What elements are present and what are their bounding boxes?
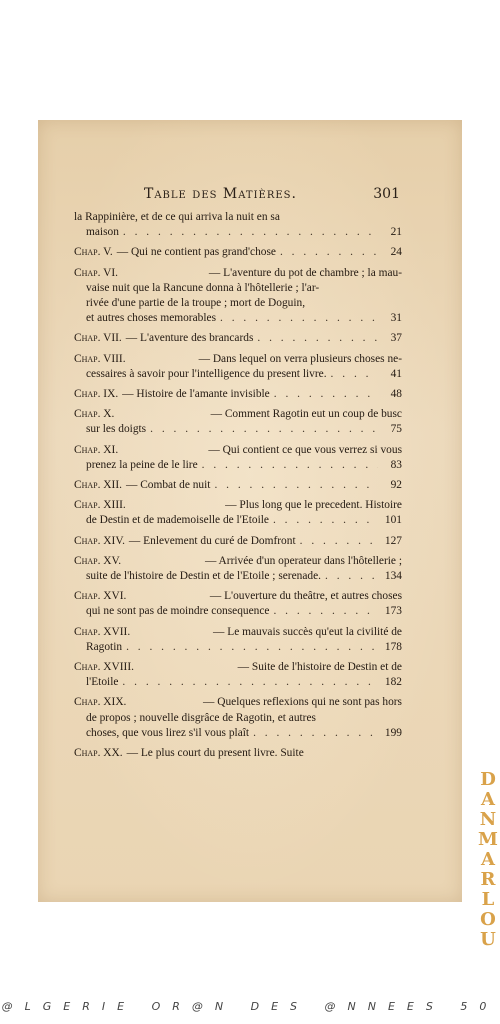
toc-entry [74,245,402,260]
entry-page-number: 199 [384,726,402,739]
toc-line [74,534,402,549]
entry-text: choses, que vous lirez s'il vous plaît [86,726,250,739]
entry-text: — L'aventure du pot de chambre ; la mau- [208,266,402,279]
dot-leader [122,675,378,690]
entry-text: — Suite de l'histoire de Destin et de [237,661,402,674]
entry-page-number: 37 [390,332,402,345]
entry-page-number: 92 [390,479,402,492]
entry-text: — Qui ne contient pas grand'chose [116,246,276,259]
chapter-label: Chap. XVII. [74,625,131,638]
entry-text: — L'aventure des brancards [125,332,254,345]
entry-text: et autres choses memorables [86,312,216,325]
chapter-label: Chap. XV. [74,554,122,567]
entry-text: suite de l'histoire de Destin et de l'Etoile ; serenade. [86,570,322,583]
entry-text: — Le plus court du present livre. Suite [126,747,304,760]
chapter-label: Chap. XIII. [74,499,126,512]
entry-text: l'Etoile [86,676,119,689]
toc-line [74,478,402,493]
entry-text: la Rappinière, et de ce qui arriva la nuit en sa [74,211,280,223]
toc-entry [74,443,402,473]
chapter-label: Chap. XII. [74,479,122,492]
entry-page-number: 24 [390,246,402,259]
entry-page-number: 178 [384,640,402,653]
entry-page-number: 134 [384,570,402,583]
entry-text: — Enlevement du curé de Domfront [128,534,296,547]
page-number: 301 [373,186,400,202]
dot-leader [253,726,378,741]
chapter-label: Chap. XIV. [74,534,125,547]
toc-line [74,513,402,528]
toc-line [74,498,402,513]
toc-line [74,422,402,437]
entry-page-number: 48 [390,388,402,401]
chapter-label: Chap. XIX. [74,696,127,709]
chapter-label: Chap. XX. [74,747,123,760]
toc-entry [74,266,402,327]
entry-page-number: 31 [390,312,402,325]
toc-line [74,589,402,604]
entry-text: maison [86,226,119,239]
toc-line [74,443,402,458]
dot-leader [202,458,378,473]
entry-text: — Arrivée d'un operateur dans l'hôtellerie ; [204,554,402,567]
toc-line [74,604,402,619]
toc-entry [74,387,402,402]
entry-page-number: 173 [384,605,402,618]
entry-page-number: 83 [390,458,402,471]
entry-text: — Plus long que le precedent. Histoire [225,499,402,512]
entry-text: de Destin et de mademoiselle de l'Etoile [86,514,269,527]
dot-leader [150,422,378,437]
toc-line [74,331,402,346]
toc-line [74,458,402,473]
toc-line [74,281,402,296]
dot-leader [123,225,378,240]
chapter-label: Chap. XVIII. [74,661,134,674]
page-title: Table des Matières. [144,186,297,202]
entry-text: prenez la peine de le lire [86,458,198,471]
dot-leader [257,331,378,346]
table-of-contents [74,210,402,766]
toc-line [74,726,402,741]
toc-entry [74,478,402,493]
dot-leader [325,569,378,584]
chapter-label: Chap. XVI. [74,590,127,603]
entry-page-number: 41 [390,367,402,380]
chapter-label: Chap. VI. [74,266,118,279]
toc-line [74,711,402,726]
side-watermark: D A N M A R L O U [478,769,498,950]
toc-entry [74,534,402,549]
entry-text: vaise nuit que la Rancune donna à l'hôtellerie ; l'ar- [86,281,320,294]
entry-text: cessaires à savoir pour l'intelligence du present livre. [86,367,327,380]
dot-leader [220,311,378,326]
dot-leader [126,640,378,655]
toc-line [74,640,402,655]
book-page [38,120,462,902]
dot-leader [274,387,378,402]
chapter-label: Chap. XI. [74,443,119,456]
entry-text: — Histoire de l'amante invisible [122,388,270,401]
entry-page-number: 101 [384,514,402,527]
entry-text: — L'ouverture du theâtre, et autres choses [209,590,402,603]
toc-line [74,675,402,690]
toc-line [74,296,402,311]
toc-line [74,746,402,761]
entry-page-number: 127 [384,534,402,547]
entry-page-number: 182 [384,676,402,689]
toc-line [74,245,402,260]
toc-line [74,367,402,382]
dot-leader [273,604,378,619]
toc-entry [74,695,402,741]
entry-text: — Comment Ragotin eut un coup de busc [210,408,402,421]
entry-page-number: 75 [390,423,402,436]
bottom-watermark: @LGERIE OR@N DES @NNEES 50 [1,1000,499,1013]
toc-line [74,225,402,240]
toc-line [74,625,402,640]
entry-text: sur les doigts [86,423,147,436]
toc-line [74,266,402,281]
entry-text: — Dans lequel on verra plusieurs choses ne- [198,352,402,365]
toc-line [74,554,402,569]
chapter-label: Chap. VII. [74,332,122,345]
entry-text: — Combat de nuit [125,479,211,492]
entry-text: — Qui contient ce que vous verrez si vous [208,443,402,456]
dot-leader [280,245,378,260]
chapter-label: Chap. VIII. [74,352,126,365]
toc-entry [74,554,402,584]
dot-leader [273,513,378,528]
toc-entry [74,407,402,437]
dot-leader [300,534,378,549]
entry-text: rivée d'une partie de la troupe ; mort de Doguin, [86,297,306,310]
toc-entry [74,210,402,240]
entry-page-number: 21 [390,226,402,239]
toc-entry [74,498,402,528]
toc-line [74,210,402,225]
toc-line [74,352,402,367]
toc-line [74,660,402,675]
toc-line [74,569,402,584]
entry-text: de propos ; nouvelle disgrâce de Ragotin, et autres [86,711,316,724]
running-header [38,186,462,206]
toc-line [74,695,402,710]
entry-text: — Quelques reflexions qui ne sont pas hors [203,696,402,709]
entry-text: qui ne sont pas de moindre consequence [86,605,270,618]
dot-leader [214,478,378,493]
chapter-label: Chap. X. [74,408,115,421]
entry-text: — Le mauvais succès qu'eut la civilité de [213,625,402,638]
toc-entry [74,625,402,655]
toc-line [74,387,402,402]
entry-text: Ragotin [86,640,123,653]
toc-entry [74,746,402,761]
dot-leader [331,367,378,382]
toc-entry [74,660,402,690]
chapter-label: Chap. IX. [74,388,119,401]
toc-entry [74,352,402,382]
toc-entry [74,331,402,346]
toc-entry [74,589,402,619]
chapter-label: Chap. V. [74,246,113,259]
toc-line [74,407,402,422]
toc-line [74,311,402,326]
